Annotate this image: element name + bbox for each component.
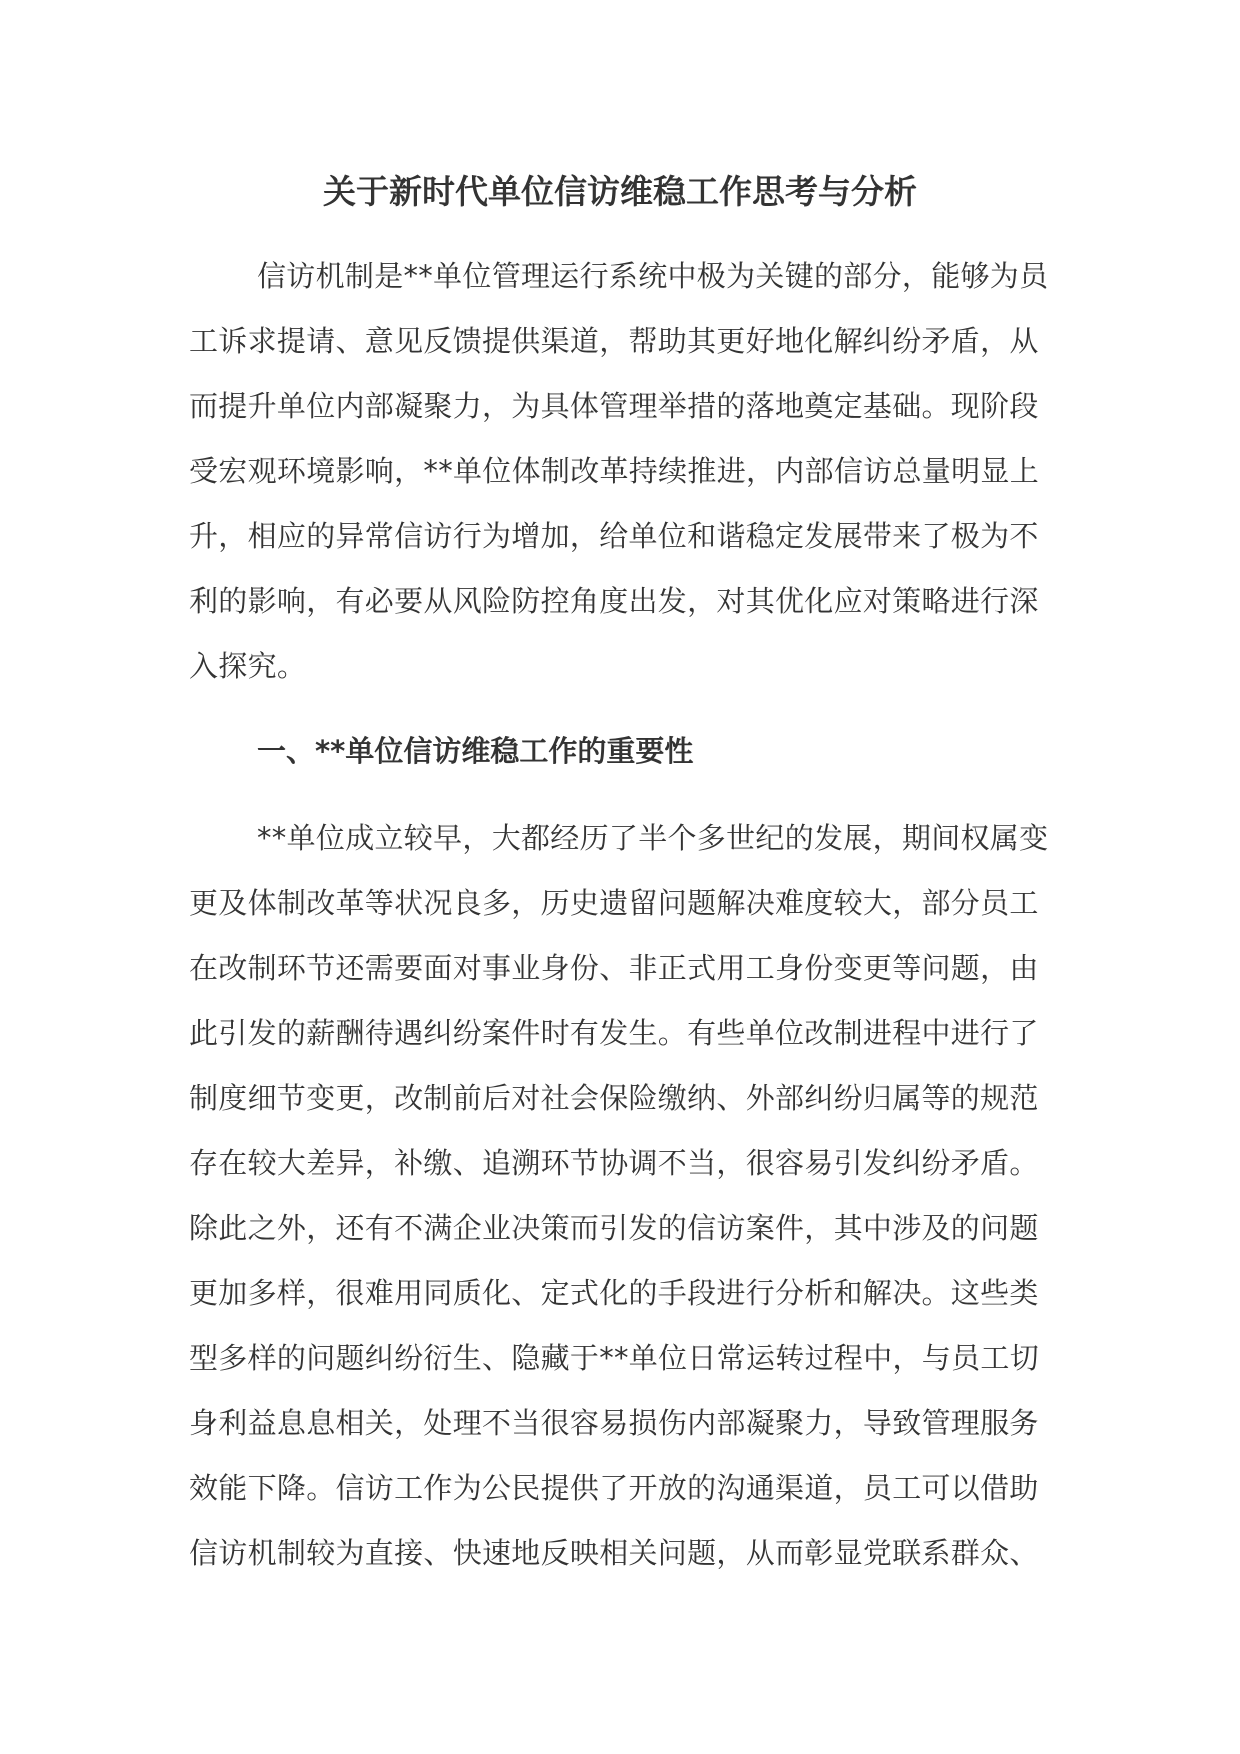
paragraph-line: **单位成立较早，大都经历了半个多世纪的发展，期间权属变 <box>257 821 1049 855</box>
section-heading: 一、**单位信访维稳工作的重要性 <box>257 734 694 768</box>
paragraph-line: 除此之外，还有不满企业决策而引发的信访案件，其中涉及的问题 <box>189 1211 1039 1245</box>
paragraph-line: 效能下降。信访工作为公民提供了开放的沟通渠道，员工可以借助 <box>189 1471 1039 1505</box>
paragraph-line: 在改制环节还需要面对事业身份、非正式用工身份变更等问题，由 <box>189 951 1039 985</box>
paragraph-line: 受宏观环境影响，**单位体制改革持续推进，内部信访总量明显上 <box>189 454 1040 488</box>
paragraph-line: 升，相应的异常信访行为增加，给单位和谐稳定发展带来了极为不 <box>189 519 1039 553</box>
paragraph-line: 更加多样，很难用同质化、定式化的手段进行分析和解决。这些类 <box>189 1276 1039 1310</box>
paragraph-line: 利的影响，有必要从风险防控角度出发，对其优化应对策略进行深 <box>189 584 1039 618</box>
intro-paragraph <box>189 244 1053 699</box>
paragraph-line: 而提升单位内部凝聚力，为具体管理举措的落地奠定基础。现阶段 <box>189 389 1039 423</box>
paragraph-line: 信访机制是**单位管理运行系统中极为关键的部分，能够为员 <box>257 259 1049 293</box>
paragraph-line: 此引发的薪酬待遇纠纷案件时有发生。有些单位改制进程中进行了 <box>189 1016 1039 1050</box>
paragraph-line: 工诉求提请、意见反馈提供渠道，帮助其更好地化解纠纷矛盾，从 <box>189 324 1039 358</box>
paragraph-line: 信访机制较为直接、快速地反映相关问题，从而彰显党联系群众、 <box>189 1536 1039 1570</box>
paragraph-line: 身利益息息相关，处理不当很容易损伤内部凝聚力，导致管理服务 <box>189 1406 1039 1440</box>
paragraph-line: 型多样的问题纠纷衍生、隐藏于**单位日常运转过程中，与员工切 <box>189 1341 1040 1375</box>
paragraph-line: 存在较大差异，补缴、追溯环节协调不当，很容易引发纠纷矛盾。 <box>189 1146 1039 1180</box>
document-title: 关于新时代单位信访维稳工作思考与分析 <box>323 172 917 211</box>
paragraph-line: 更及体制改革等状况良多，历史遗留问题解决难度较大，部分员工 <box>189 886 1039 920</box>
paragraph-line: 制度细节变更，改制前后对社会保险缴纳、外部纠纷归属等的规范 <box>189 1081 1039 1115</box>
paragraph-line: 入探究。 <box>189 649 307 683</box>
section1-paragraph <box>189 806 1053 1586</box>
